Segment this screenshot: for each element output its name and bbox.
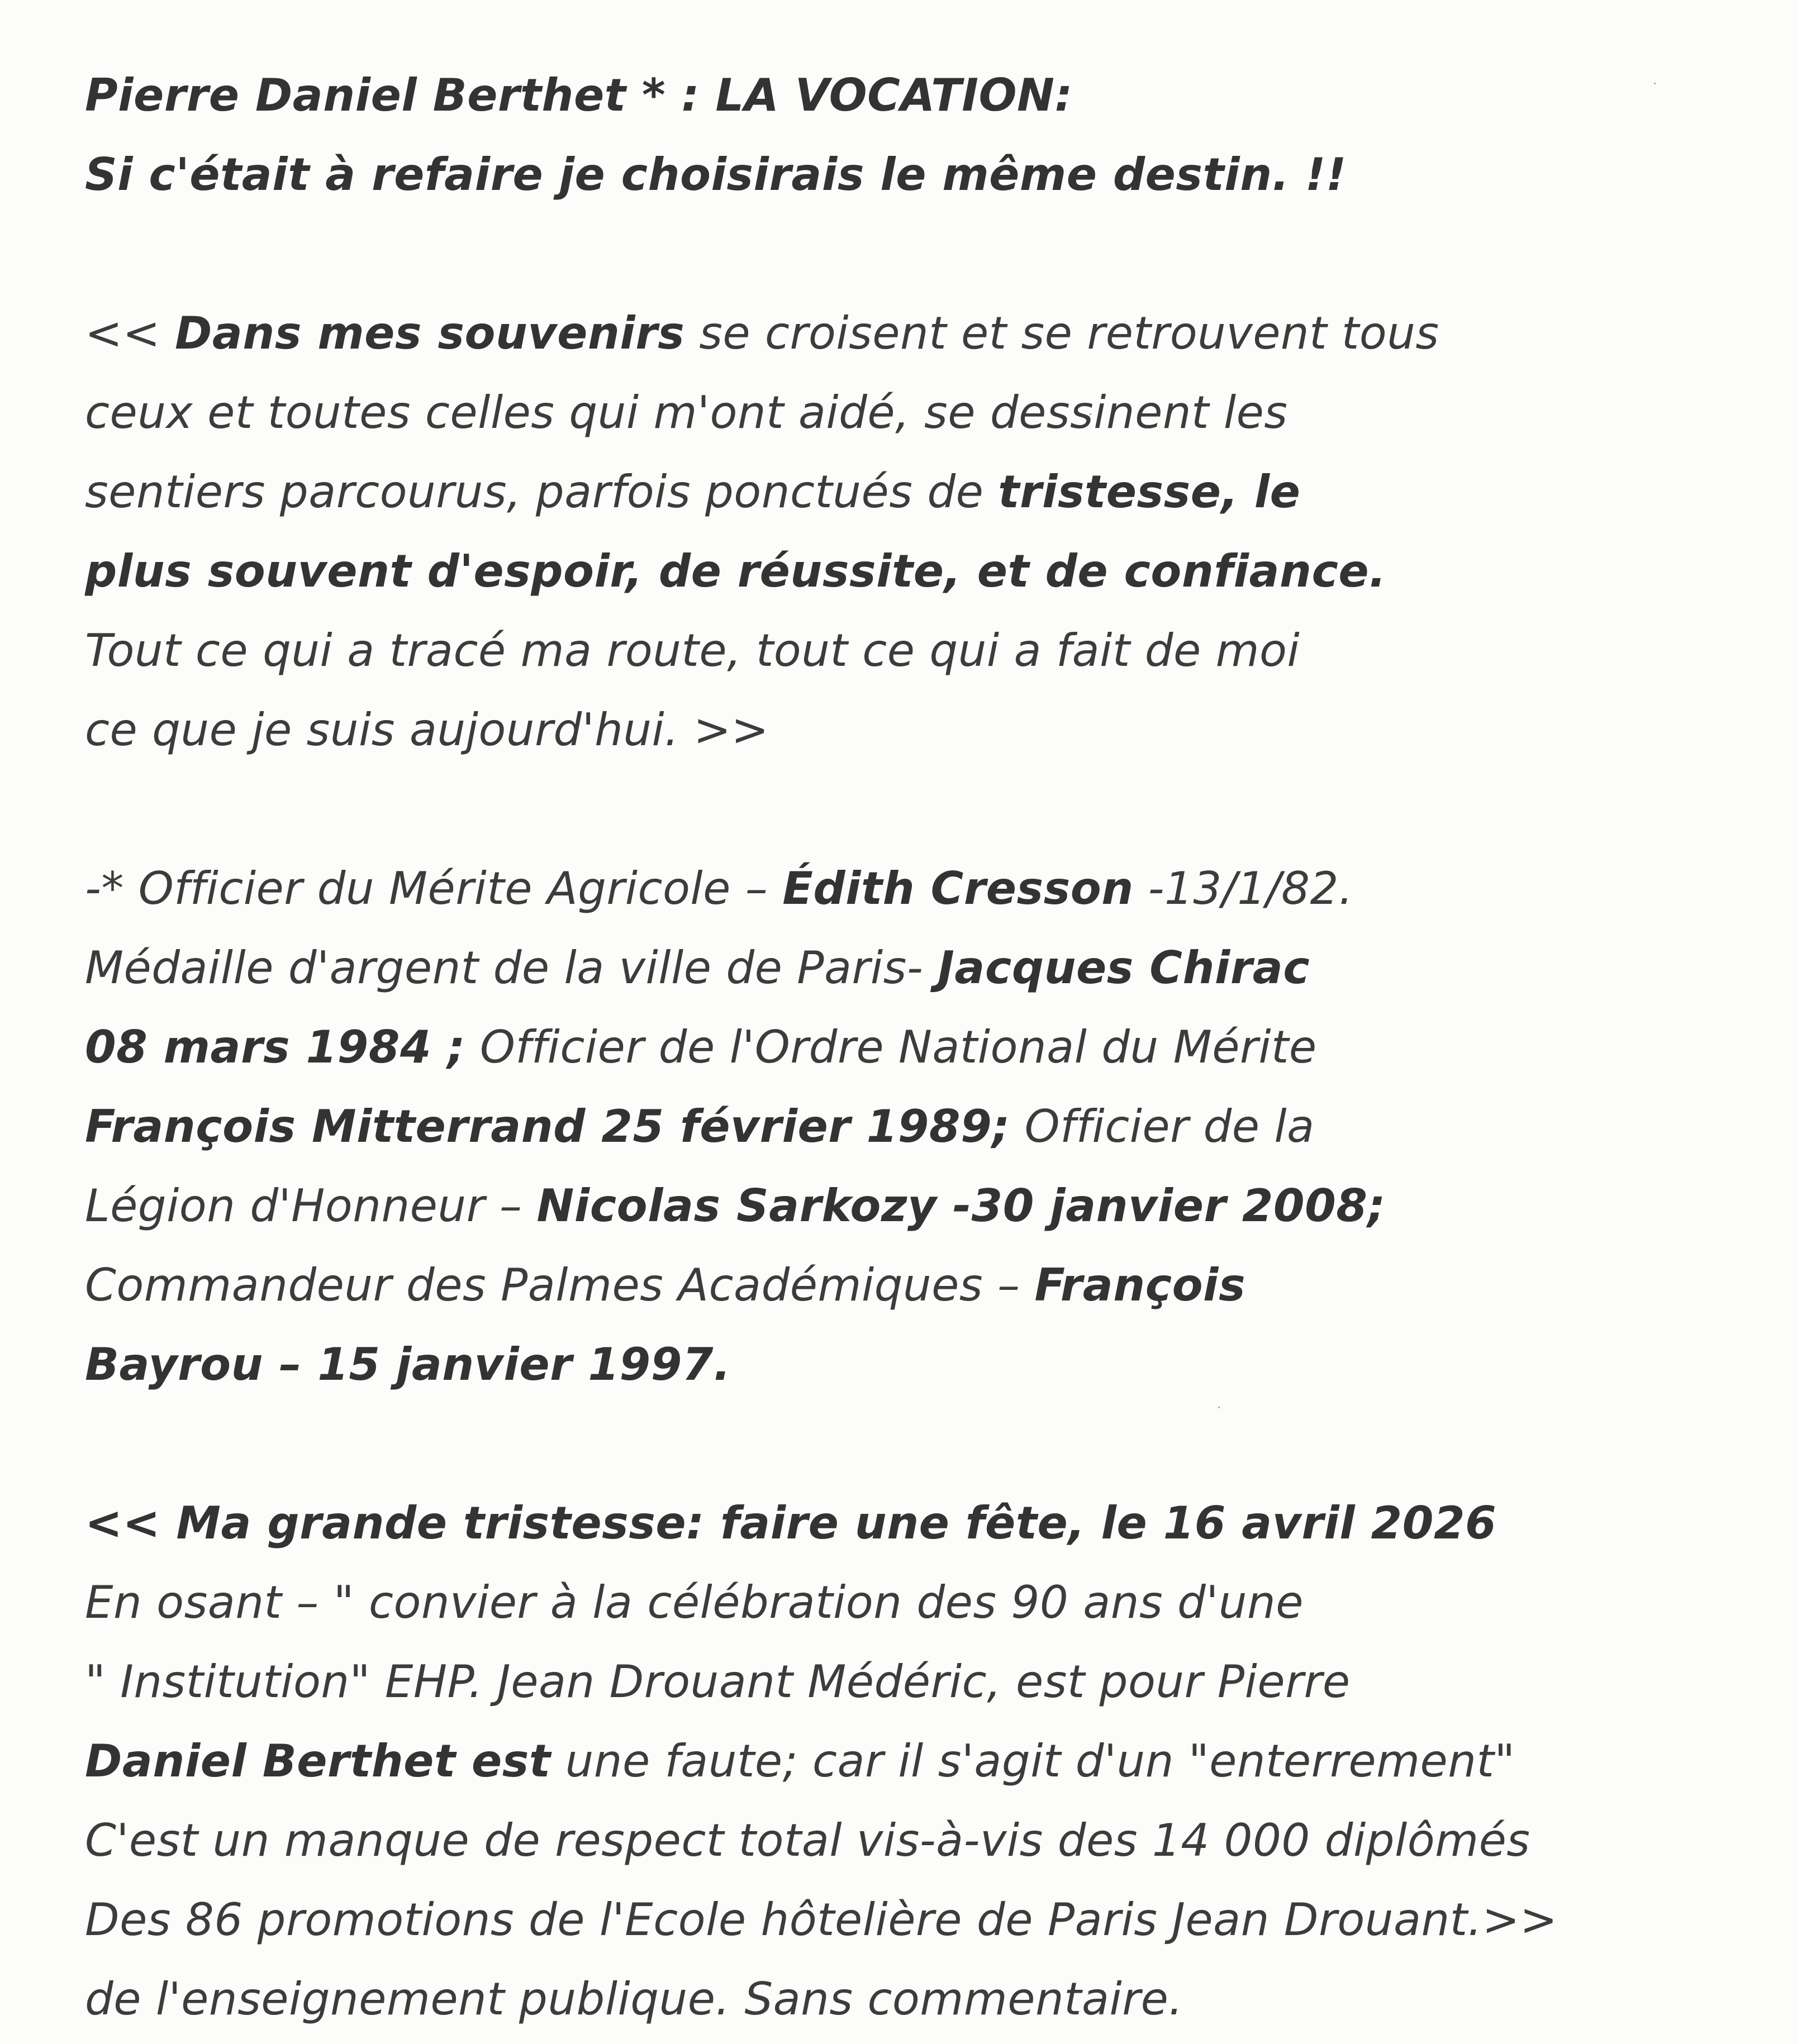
- text-line: " Institution" EHP. Jean Drouant Médéric, est pour Pierre: [85, 1656, 1351, 1708]
- text-line: << Ma grande tristesse: faire une fête, le 16 avril 2026: [85, 1497, 1497, 1549]
- text-line: de l'enseignement publique. Sans commentaire.: [85, 1973, 1183, 2025]
- text-line: Commandeur des Palmes Académiques – François: [85, 1259, 1246, 1311]
- text-line: sentiers parcourus, parfois ponctués de tristesse, le: [85, 466, 1301, 518]
- text-line: François Mitterrand 25 février 1989; Officier de la: [85, 1100, 1315, 1152]
- text-line: Médaille d'argent de la ville de Paris- Jacques Chirac: [85, 942, 1310, 994]
- document-title: [85, 56, 1761, 215]
- text-line: Bayrou – 15 janvier 1997.: [85, 1338, 731, 1390]
- text-line: En osant – " convier à la célébration des 90 ans d'une: [85, 1576, 1304, 1628]
- letter-text: [85, 56, 1761, 2039]
- souvenirs-paragraph: [85, 294, 1761, 770]
- text-line: -* Officier du Mérite Agricole – Édith Cresson -13/1/82.: [85, 863, 1353, 914]
- honours-paragraph: [85, 849, 1761, 1404]
- text-line: C'est un manque de respect total vis-à-vis des 14 000 diplômés: [85, 1814, 1530, 1866]
- subtitle-line: Si c'était à refaire je choisirais le même destin. !!: [85, 149, 1347, 201]
- paragraph-gap: [85, 770, 1761, 849]
- text-line: << Dans mes souvenirs se croisent et se retrouvent tous: [85, 307, 1439, 359]
- paragraph-gap: [85, 215, 1761, 294]
- text-line: Tout ce qui a tracé ma route, tout ce qui a fait de moi: [85, 625, 1300, 676]
- text-line: ce que je suis aujourd'hui. >>: [85, 704, 769, 756]
- text-line: Légion d'Honneur – Nicolas Sarkozy -30 janvier 2008;: [85, 1180, 1386, 1232]
- tristesse-paragraph: [85, 1484, 1761, 2039]
- text-line: Daniel Berthet est une faute; car il s'agit d'un "enterrement": [85, 1735, 1515, 1787]
- text-line: ceux et toutes celles qui m'ont aidé, se dessinent les: [85, 387, 1288, 439]
- text-line: 08 mars 1984 ; Officier de l'Ordre National du Mérite: [85, 1021, 1317, 1073]
- text-line: plus souvent d'espoir, de réussite, et de confiance.: [85, 545, 1387, 597]
- title-line: Pierre Daniel Berthet * : LA VOCATION:: [85, 69, 1073, 121]
- paragraph-gap: [85, 1404, 1761, 1484]
- text-line: Des 86 promotions de l'Ecole hôtelière de Paris Jean Drouant.>>: [85, 1894, 1558, 1946]
